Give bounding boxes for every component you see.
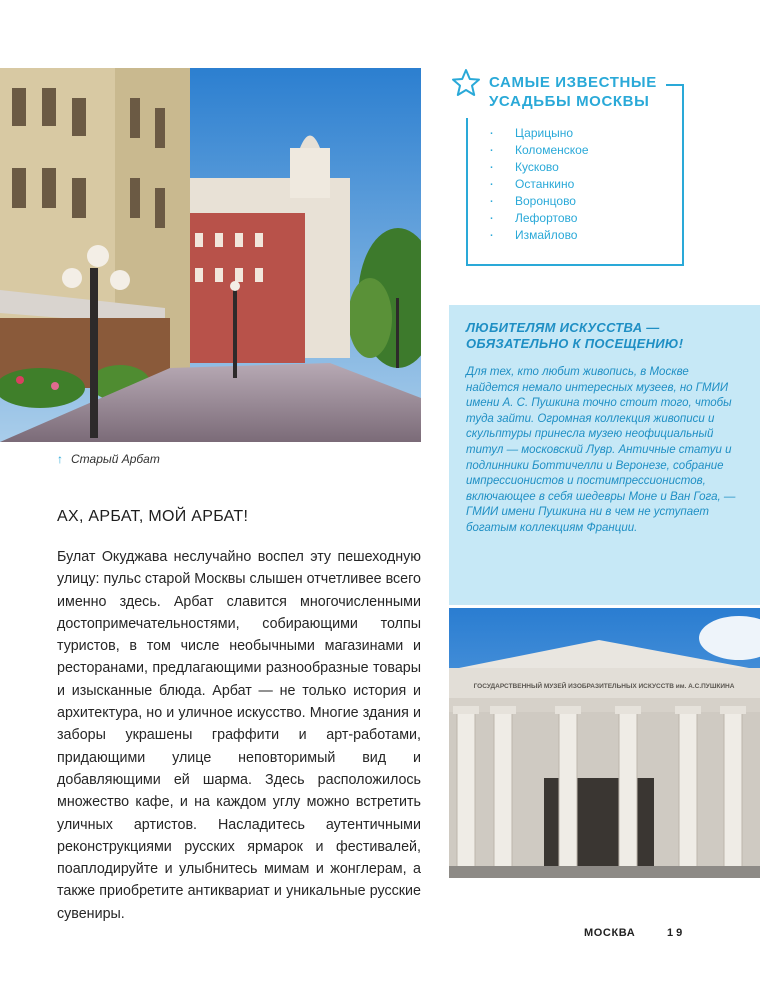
article-heading: АХ, АРБАТ, МОЙ АРБАТ! [57,508,249,525]
arbat-photo [0,68,421,442]
list-item: · Воронцово [489,193,589,210]
pushkin-museum-photo [449,608,760,878]
list-item: · Царицыно [489,125,589,142]
art-lovers-panel [449,305,760,605]
caption-text: Старый Арбат [71,452,160,466]
list-item: · Кусково [489,159,589,176]
facade-inscription: ГОСУДАРСТВЕННЫЙ МУЗЕЙ ИЗОБРАЗИТЕЛЬНЫХ ИСКУССТВ им. А.С.ПУШКИНА [473,683,735,690]
art-panel-title: ЛЮБИТЕЛЯМ ИСКУССТВА — ОБЯЗАТЕЛЬНО К ПОСЕЩЕНИЮ! [466,320,684,351]
list-item: · Измайлово [489,227,589,244]
arbat-photo-caption [57,452,160,466]
list-item: · Коломенское [489,142,589,159]
estates-list [489,125,589,244]
list-item: · Лефортово [489,210,589,227]
running-head: МОСКВА [584,927,636,939]
list-item: · Останкино [489,176,589,193]
page-number: 19 [667,927,686,939]
estates-title: САМЫЕ ИЗВЕСТНЫЕ УСАДЬБЫ МОСКВЫ [489,74,657,110]
arrow-up-icon: ↑ [57,452,63,466]
star-icon [451,68,481,98]
art-panel-body: Для тех, кто любит живопись, в Москве найдется немало интересных музеев, но ГМИИ имени А. С. Пушкина точно стоит того, чтобы туда зайти. Огромная коллекция живописи и скульптуры принесла музею неофициальный титул — московский Лувр. Античные статуи и подлинники Боттичелли и Веронезе, собрание импрессионистов и постимпрессионистов, включающее в себя шедевры Моне и Ван Гога, — ГМИИ имени Пушкина ни в чем не уступает богатым коллекциям Франции. [466,366,736,534]
article-body: Булат Окуджава неслучайно воспел эту пешеходную улицу: пульс старой Москвы слышен отчетливее всего именно здесь. Арбат славится многочисленными достопримечательностями, собирающими толпы туристов, в том числе необычными магазинами и ресторанами, предлагающими разнообразные товары и изысканные блюда. Арбат — не только история и архитектура, но и уличное искусство. Многие здания и заборы украшены граффити и арт-работами, придающими улице неповторимый вид и добавляющими ей шарма. Здесь расположилось множество кафе, и на каждом углу можно встретить уличных артистов. Насладитесь аутентичными реконструкциями русских ярмарок и фестивалей, поаплодируйте и улыбнитесь мимам и жонглерам, а также приобретите антиквариат и уникальные русские сувениры. [57,549,421,922]
